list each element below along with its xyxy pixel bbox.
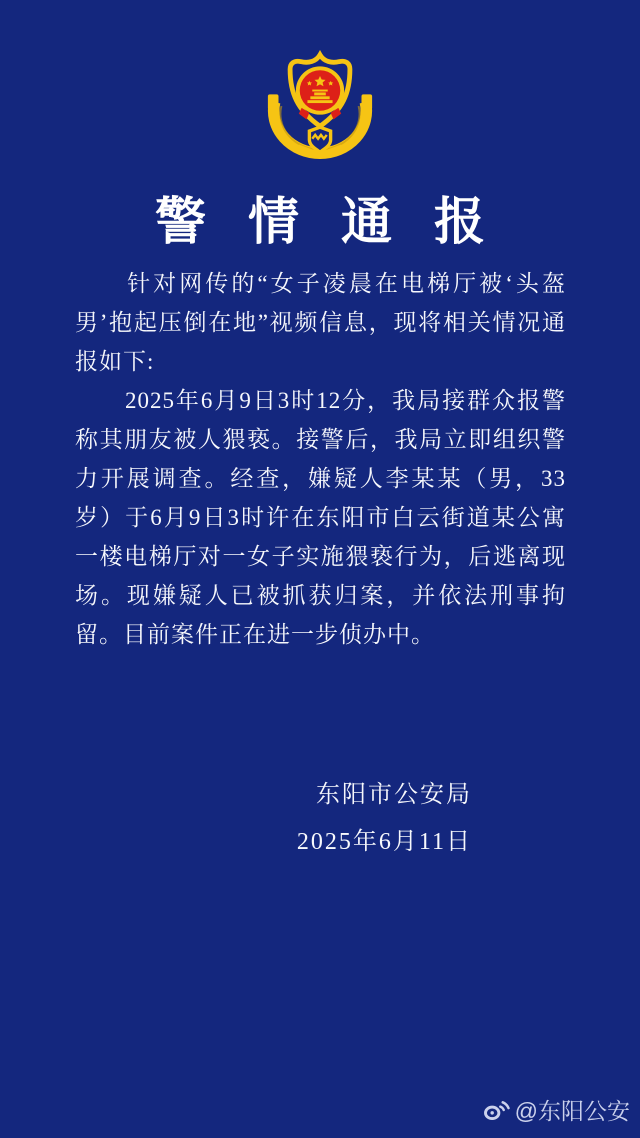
weibo-handle: @东阳公安 — [514, 1098, 630, 1124]
notice-title: 警情通报 — [154, 195, 527, 251]
notice-paragraph-details: 2025年6月9日3时12分，我局接群众报警称其朋友被人猥亵。接警后，我局立即组织警力开展调查。经查，嫌疑人李某某（男，33岁）于6月9日3时许在东阳市白云街道某公寓一楼电梯厅对一女子实施猥亵行为，后逃离现场。现嫌疑人已被抓获归案，并依法刑事拘留。目前案件正在进一步侦办中。 — [75, 388, 566, 647]
police-badge-icon — [262, 50, 378, 160]
issuing-agency: 东阳市公安局 — [316, 782, 472, 808]
issue-date: 2025年6月11日 — [296, 829, 472, 855]
weibo-watermark — [483, 1093, 630, 1126]
notice-body — [75, 264, 566, 654]
weibo-icon — [483, 1098, 510, 1121]
emblem-container — [0, 50, 640, 160]
notice-paragraph-intro: 针对网传的“女子凌晨在电梯厅被‘头盔男’抱起压倒在地”视频信息，现将相关情况通报如下: — [75, 271, 566, 374]
signature-block — [0, 772, 472, 866]
